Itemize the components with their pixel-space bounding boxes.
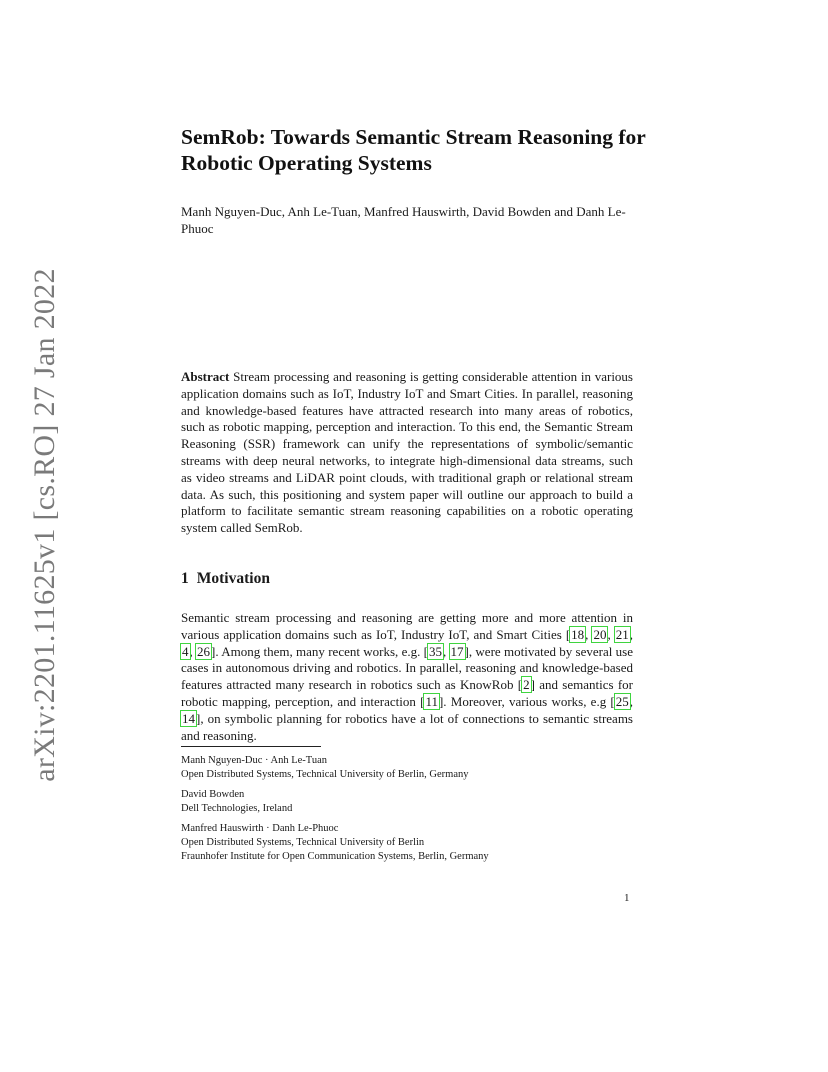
body-text-segment: ] and semantics for robotic mapping, perception, and interaction [ [181, 677, 633, 709]
citation-link[interactable]: 25 [615, 693, 629, 709]
affiliation-line: Dell Technologies, Ireland [181, 803, 293, 814]
citation-link[interactable]: 21 [615, 626, 629, 642]
body-text-segment: Semantic stream processing and reasoning are getting more and more attention in various application domains such as IoT, Industry IoT, and Smart Cities [ [181, 610, 633, 642]
arxiv-identifier: arXiv:2201.11625v1 [cs.RO] 27 Jan 2022 [28, 268, 62, 782]
citation-link[interactable]: 11 [425, 693, 438, 709]
section-title: Motivation [196, 570, 270, 587]
affiliation-block [181, 754, 468, 782]
affiliation-names: Manh Nguyen-Duc · Anh Le-Tuan [181, 755, 328, 766]
page-number: 1 [624, 892, 630, 904]
affiliation-names: Manfred Hauswirth · Danh Le-Phuoc [181, 823, 339, 834]
affiliation-block [181, 822, 489, 864]
section-heading [181, 570, 270, 588]
affiliation-line: Fraunhofer Institute for Open Communication Systems, Berlin, Germany [181, 851, 489, 862]
citation-link[interactable]: 18 [571, 626, 585, 642]
abstract-text: Stream processing and reasoning is getting considerable attention in various application domains such as IoT, Industry IoT and Smart Cities. In parallel, reasoning and knowledge-based features have attracted research into many areas of robotics, such as robotic mapping, perception and interaction. To this end, the Semantic Stream Reasoning (SSR) framework can unify the representations of symbolic/semantic streams with deep neural networks, to integrate high-dimensional data streams, such as video streams and LiDAR point clouds, with traditional graph or relational stream data. As such, this positioning and system paper will outline our approach to build a platform to facilitate semantic stream reasoning capabilities on a robotic operating system called SemRob. [181, 369, 633, 536]
citation-link[interactable]: 14 [182, 710, 195, 726]
affiliation-names: David Bowden [181, 789, 245, 800]
body-text-segment: ]. Among them, many recent works, e.g. [ [211, 643, 428, 659]
abstract-label: Abstract [181, 369, 230, 384]
section-number: 1 [181, 570, 189, 587]
author-list: Manh Nguyen-Duc, Anh Le-Tuan, Manfred Hauswirth, David Bowden and Danh Le-Phuoc [181, 204, 626, 236]
abstract [181, 369, 633, 537]
affiliation-line: Open Distributed Systems, Technical University of Berlin [181, 837, 425, 848]
citation-link[interactable]: 2 [523, 677, 530, 693]
body-text-segment: ]. Moreover, various works, e.g [ [438, 693, 615, 709]
citation-link[interactable]: 20 [593, 626, 607, 642]
arxiv-side-label [22, 268, 68, 782]
footnote-rule [181, 746, 321, 747]
paper-title: SemRob: Towards Semantic Stream Reasoning for Robotic Operating Systems [181, 125, 646, 175]
motivation-paragraph: Semantic stream processing and reasoning are getting more and more attention in various application domains such as IoT, Industry IoT, and Smart Cities [18, 20, 21, 4, 26]. Among them, many recent works, e.g. [35, 17], were motivated by several use cases in autonomous driving and robotics. In parallel, reasoning and knowledge-based features attracted many research in robotics such as KnowRob [2] and semantics for robotic mapping, perception, and interaction [11]. Moreover, various works, e.g [25, 14], on symbolic planning for robotics have a lot of connections to semantic streams and reasoning. [181, 610, 633, 743]
affiliation-line: Open Distributed Systems, Technical University of Berlin, Germany [181, 769, 469, 780]
body-text-segment: ], were motivated by several use cases in autonomous driving and robotics. In parallel, reasoning and knowledge-based features attracted many research in robotics such as KnowRob [ [181, 643, 633, 693]
citation-link[interactable]: 26 [197, 643, 211, 659]
citation-link[interactable]: 17 [450, 643, 464, 659]
citation-link[interactable]: 35 [429, 643, 442, 659]
body-text-segment: ], on symbolic planning for robotics have a lot of connections to semantic streams and reasoning. [181, 710, 633, 743]
affiliation-block [181, 788, 292, 816]
citation-link[interactable]: 4 [182, 643, 189, 659]
